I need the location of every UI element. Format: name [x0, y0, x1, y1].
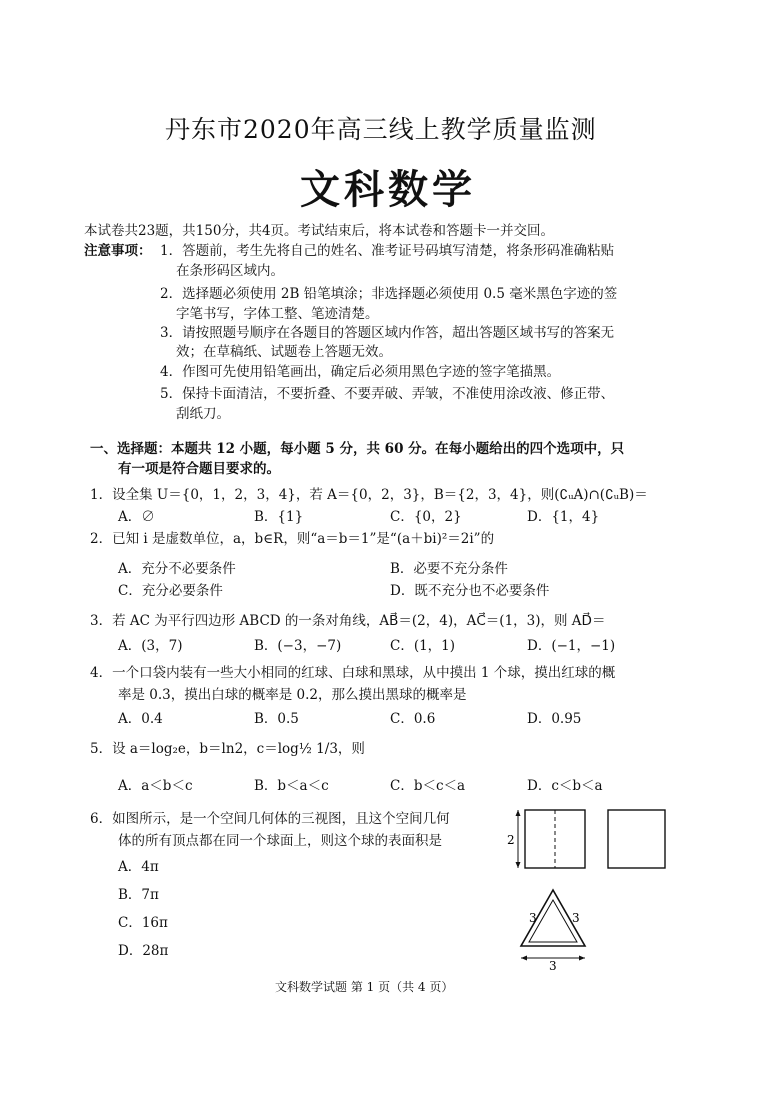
question-5-stem: 5．设 a＝log₂e，b＝ln2，c＝log½ 1/3，则: [90, 741, 365, 757]
q1-option-d: D．{1，4}: [527, 509, 600, 525]
note-3-line2: 效；在草稿纸、试题卷上答题无效。: [176, 344, 392, 360]
q2-option-a: A．充分不必要条件: [118, 561, 236, 577]
q4-option-c: C．0.6: [390, 711, 436, 727]
side-view-rect: [608, 810, 665, 868]
side-left-label: 3: [529, 911, 537, 925]
note-1-line2: 在条形码区域内。: [176, 263, 284, 279]
q2-option-b: B．必要不充分条件: [390, 561, 508, 577]
base-label: 3: [549, 959, 557, 973]
arrow-left-icon: [521, 956, 527, 961]
question-2-stem: 2．已知 i 是虚数单位，a，b∈R，则“a＝b＝1”是“(a＋bi)²＝2i”的: [90, 531, 495, 547]
question-4-stem: 4．一个口袋内装有一些大小相同的红球、白球和黑球，从中摸出 1 个球，摸出红球的概: [90, 665, 616, 681]
q3-option-c: C．(1，1): [390, 638, 456, 654]
q6-option-b: B．7π: [118, 887, 159, 903]
question-6-stem: 6．如图所示，是一个空间几何体的三视图，且这个空间几何: [90, 811, 450, 827]
arrow-right-icon: [579, 956, 585, 961]
q3-option-d: D．(−1，−1): [527, 638, 616, 654]
q6-option-a: A．4π: [118, 859, 159, 875]
page-footer: 文科数学试题 第 1 页（共 4 页）: [275, 980, 454, 994]
q1-option-c: C．{0，2}: [390, 509, 462, 525]
side-right-label: 3: [572, 911, 580, 925]
note-3-line1: 3．请按照题号顺序在各题目的答题区域内作答，超出答题区域书写的答案无: [160, 325, 615, 341]
question-3-stem: 3．若 AC 为平行四边形 ABCD 的一条对角线，AB⃗＝(2，4)，AC⃗＝(1，3)，则 AD⃗＝: [90, 613, 606, 629]
q5-option-a: A．a＜b＜c: [118, 778, 193, 794]
q3-option-b: B．(−3，−7): [254, 638, 342, 654]
q1-option-a: A．∅: [118, 509, 155, 525]
q6-option-d: D．28π: [118, 943, 169, 959]
q5-option-b: B．b＜a＜c: [254, 778, 329, 794]
section-header-line1: 一、选择题：本题共 12 小题，每小题 5 分，共 60 分。在每小题给出的四个选项中，只: [90, 441, 625, 457]
q4-option-a: A．0.4: [118, 711, 163, 727]
question-6-stem-line2: 体的所有顶点都在同一个球面上，则这个球的表面积是: [118, 833, 442, 849]
notes-label: 注意事项：: [84, 243, 152, 259]
q2-option-d: D．既不充分也不必要条件: [390, 583, 550, 599]
intro-text: 本试卷共23题，共150分，共4页。考试结束后，将本试卷和答题卡一并交回。: [84, 223, 555, 239]
q5-option-d: D．c＜b＜a: [527, 778, 603, 794]
q4-option-d: D．0.95: [527, 711, 582, 727]
height-label: 2: [507, 833, 515, 847]
exam-title: 丹东市2020年高三线上教学质量监测: [165, 115, 597, 144]
arrow-down-icon: [516, 862, 521, 868]
q4-option-b: B．0.5: [254, 711, 299, 727]
arrow-up-icon: [516, 810, 521, 816]
note-4-line1: 4．作图可先使用铅笔画出，确定后必须用黑色字迹的签字笔描黑。: [160, 364, 561, 380]
note-2-line2: 字笔书写，字体工整、笔迹清楚。: [176, 306, 379, 322]
section-header-line2: 有一项是符合题目要求的。: [118, 461, 280, 477]
question-1-stem: 1．设全集 U＝{0，1，2，3，4}，若 A＝{0，2，3}，B＝{2，3，4}，则(∁ᵤA)∩(∁ᵤB)＝: [90, 487, 648, 503]
subject-title: 文科数学: [300, 167, 476, 213]
question-4-stem-line2: 率是 0.3，摸出白球的概率是 0.2，那么摸出黑球的概率是: [118, 687, 467, 703]
q2-option-c: C．充分必要条件: [118, 583, 223, 599]
note-5-line2: 刮纸刀。: [176, 406, 230, 422]
note-2-line1: 2．选择题必须使用 2B 铅笔填涂；非选择题必须使用 0.5 毫米黑色字迹的签: [160, 286, 618, 302]
note-5-line1: 5．保持卡面清洁，不要折叠、不要弄破、弄皱，不准使用涂改液、修正带、: [160, 386, 615, 402]
q1-option-b: B．{1}: [254, 509, 304, 525]
q6-option-c: C．16π: [118, 915, 168, 931]
q5-option-c: C．b＜c＜a: [390, 778, 466, 794]
note-1-line1: 1．答题前，考生先将自己的姓名、准考证号码填写清楚，将条形码准确粘贴: [160, 243, 615, 259]
three-view-figure: [505, 800, 685, 975]
q3-option-a: A．(3，7): [118, 638, 183, 654]
